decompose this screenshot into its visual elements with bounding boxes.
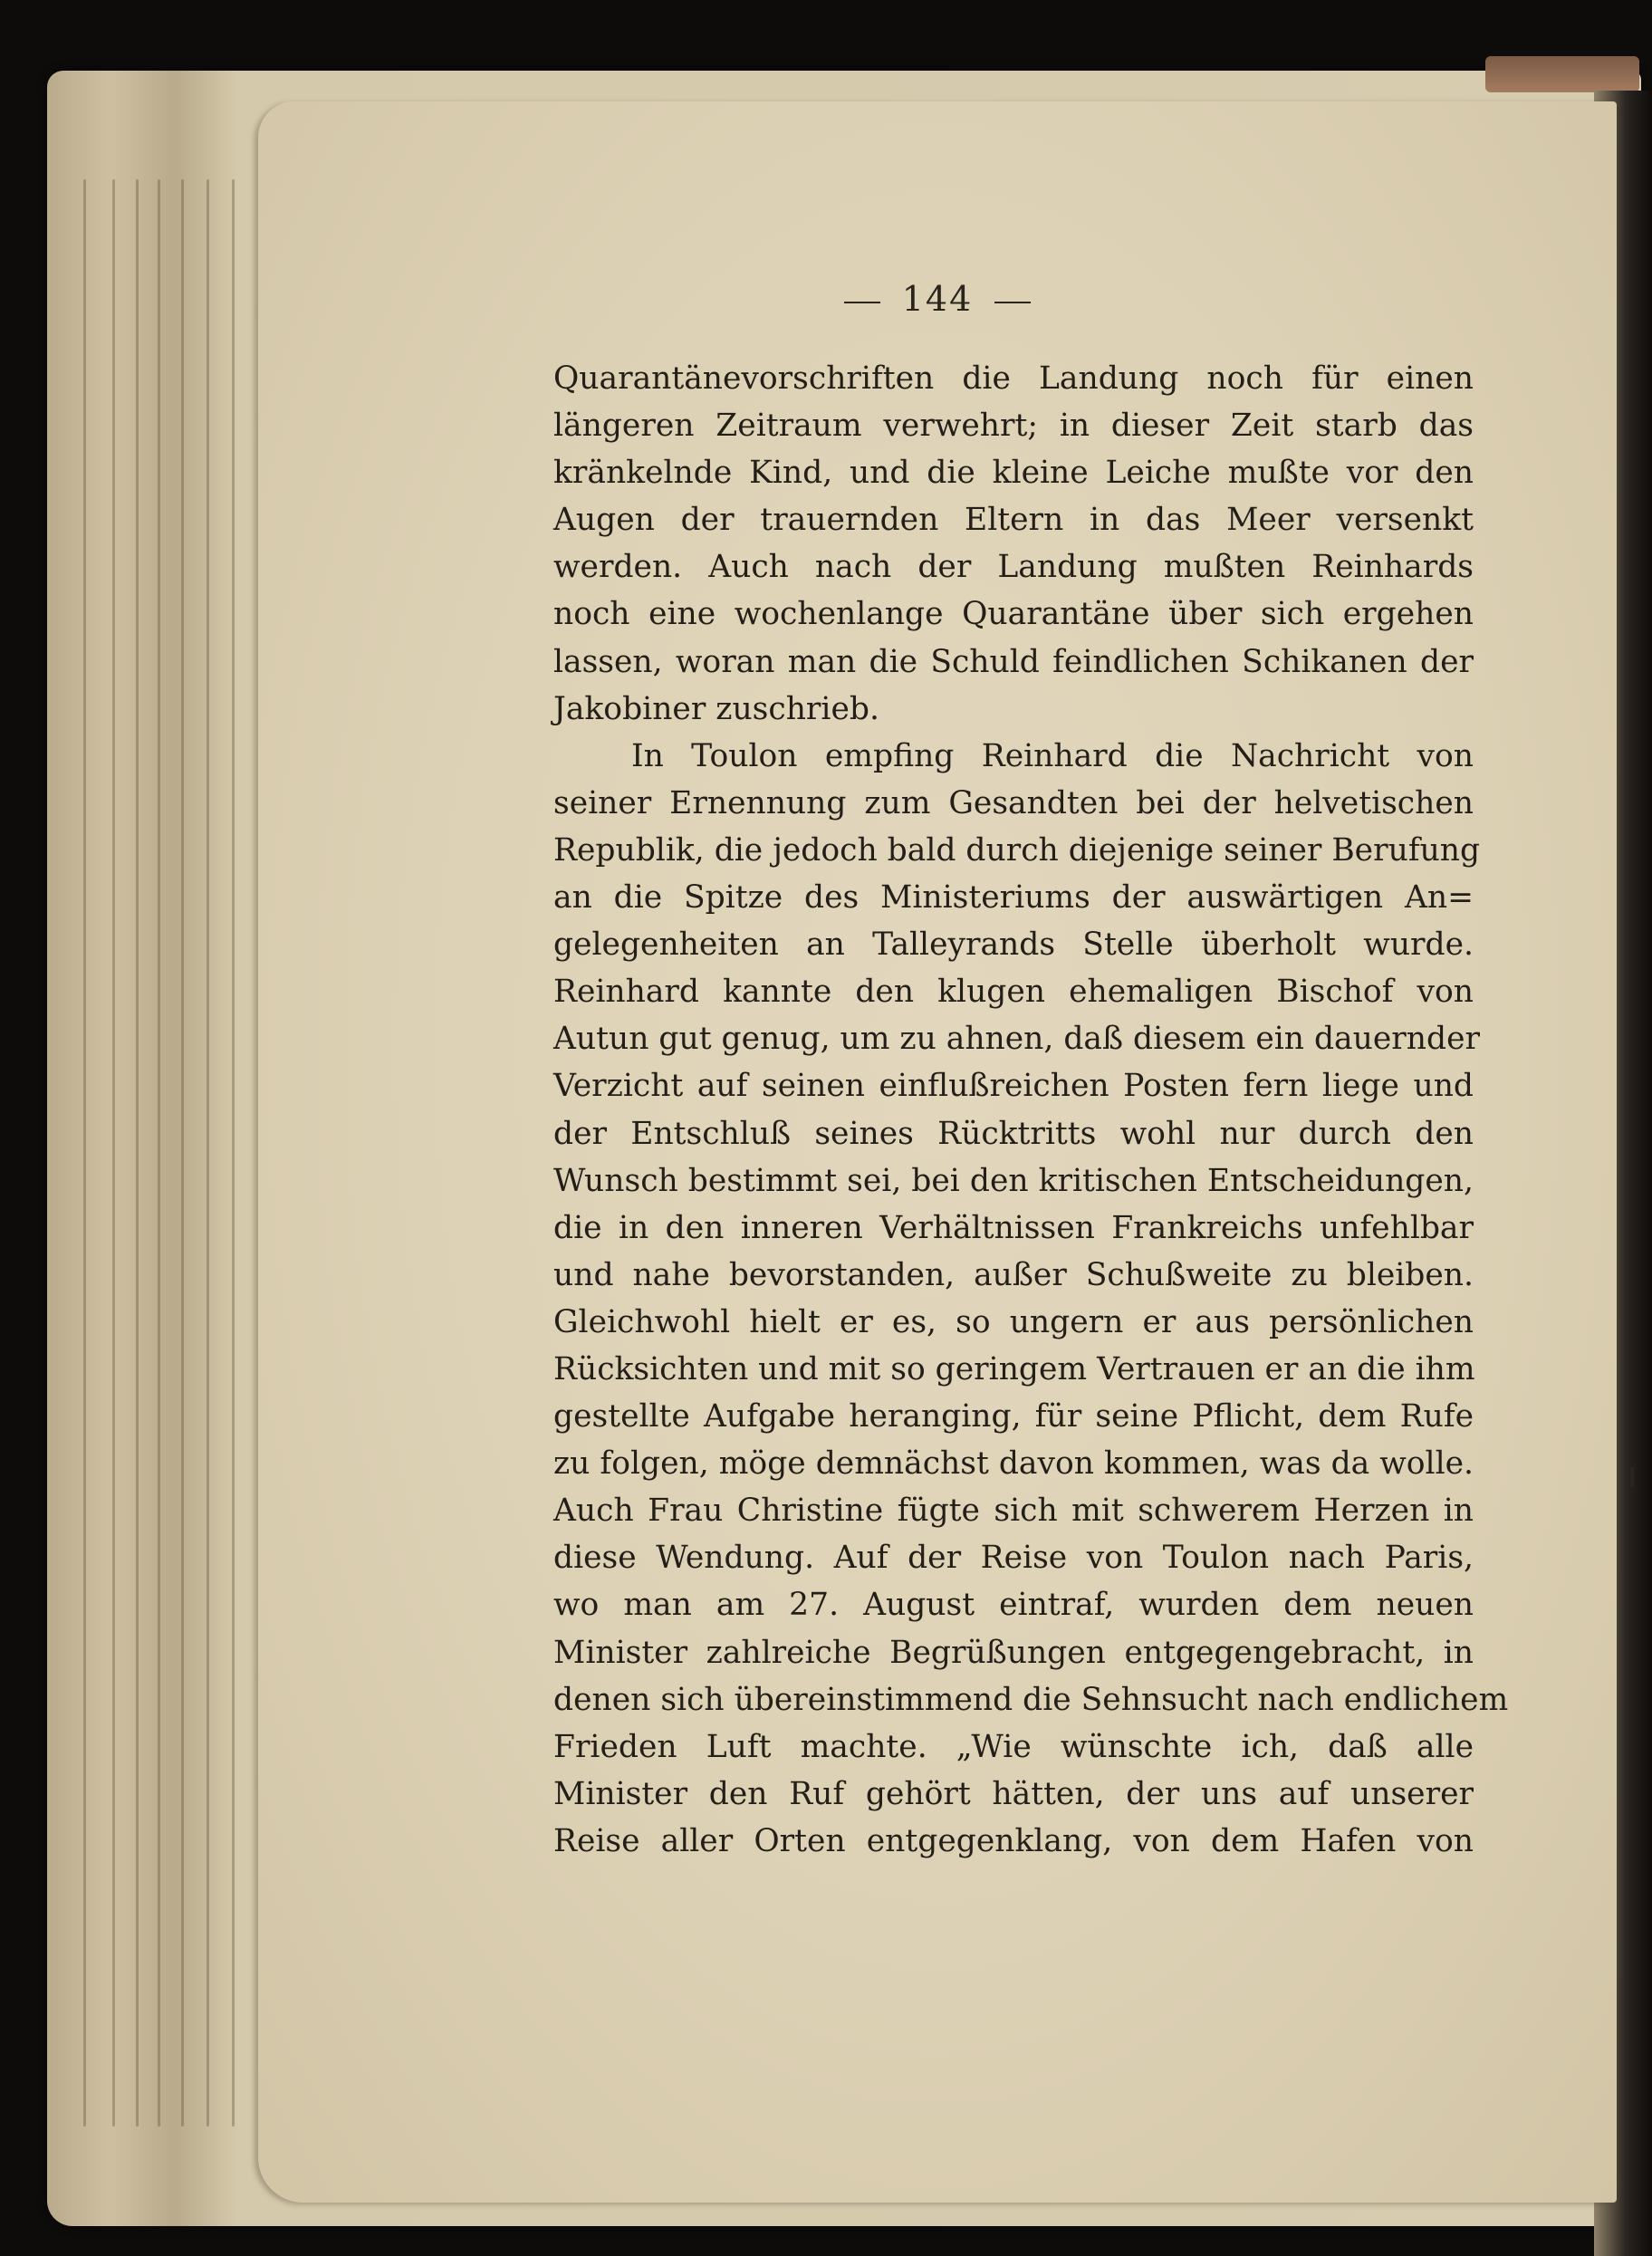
text-line: Auch Frau Christine fügte sich mit schwerem Herzen in bbox=[553, 1493, 1474, 1530]
text-line: Minister den Ruf gehört hätten, der uns auf unserer bbox=[553, 1775, 1474, 1812]
text-line: denen sich übereinstimmend die Sehnsucht nach endlichem bbox=[553, 1681, 1509, 1718]
page-number-value: 144 bbox=[901, 279, 974, 319]
binding-cloth bbox=[1485, 56, 1639, 92]
margin-mark bbox=[1630, 1467, 1634, 1487]
text-line: Verzicht auf seinen einflußreichen Posten fern liege und bbox=[553, 1068, 1474, 1105]
page-number bbox=[258, 279, 1617, 319]
text-line: Reise aller Orten entgegenklang, von dem Hafen von bbox=[553, 1822, 1474, 1859]
book-page bbox=[258, 101, 1617, 2203]
text-line: Frieden Luft machte. „Wie wünschte ich, daß alle bbox=[553, 1728, 1474, 1765]
text-line: Augen der trauernden Eltern in das Meer versenkt bbox=[553, 502, 1474, 539]
page-edge-line bbox=[158, 179, 160, 2126]
text-line: wo man am 27. August eintraf, wurden dem neuen bbox=[553, 1587, 1474, 1624]
text-line: Republik, die jedoch bald durch diejenige seiner Berufung bbox=[553, 831, 1481, 869]
page-number-dash bbox=[844, 302, 880, 303]
text-line: seiner Ernennung zum Gesandten bei der helvetischen bbox=[553, 784, 1474, 821]
text-line: Reinhard kannte den klugen ehemaligen Bischof von bbox=[553, 974, 1474, 1011]
body-text bbox=[553, 355, 1509, 1865]
text-line: Wunsch bestimmt sei, bei den kritischen Entscheidungen, bbox=[553, 1162, 1474, 1199]
page-edge-line bbox=[232, 179, 235, 2126]
page-edge-line bbox=[206, 179, 209, 2126]
page-edge-line bbox=[136, 179, 139, 2126]
text-line: Jakobiner zuschrieb. bbox=[553, 690, 879, 727]
text-line: längeren Zeitraum verwehrt; in dieser Zeit starb das bbox=[553, 408, 1474, 445]
text-line: kränkelnde Kind, und die kleine Leiche mußte vor den bbox=[553, 455, 1474, 492]
text-line: Quarantänevorschriften die Landung noch für einen bbox=[553, 360, 1474, 397]
text-line: lassen, woran man die Schuld feindlichen Schikanen der bbox=[553, 643, 1474, 680]
page-edge-line bbox=[83, 179, 86, 2126]
text-line: gestellte Aufgabe heranging, für seine Pflicht, dem Rufe bbox=[553, 1398, 1474, 1435]
text-line: Minister zahlreiche Begrüßungen entgegengebracht, in bbox=[553, 1634, 1474, 1671]
text-line: noch eine wochenlange Quarantäne über sich ergehen bbox=[553, 596, 1474, 633]
text-line: Autun gut genug, um zu ahnen, daß diesem ein dauernder bbox=[553, 1021, 1480, 1058]
text-line: an die Spitze des Ministeriums der auswärtigen An= bbox=[553, 879, 1474, 917]
text-line: gelegenheiten an Talleyrands Stelle überholt wurde. bbox=[553, 926, 1474, 964]
text-line: Rücksichten und mit so geringem Vertrauen er an die ihm bbox=[553, 1350, 1475, 1387]
text-line: zu folgen, möge demnächst davon kommen, was da wolle. bbox=[553, 1445, 1474, 1483]
page-number-dash bbox=[994, 302, 1031, 303]
text-line: der Entschluß seines Rücktritts wohl nur durch den bbox=[553, 1115, 1474, 1152]
text-line: In Toulon empfing Reinhard die Nachricht von bbox=[631, 737, 1474, 774]
page-edge-line bbox=[181, 179, 184, 2126]
text-line: und nahe bevorstanden, außer Schußweite zu bleiben. bbox=[553, 1256, 1474, 1293]
text-line: die in den inneren Verhältnissen Frankreichs unfehlbar bbox=[553, 1209, 1474, 1246]
text-line: Gleichwohl hielt er es, so ungern er aus persönlichen bbox=[553, 1303, 1474, 1340]
page-edge-line bbox=[112, 179, 115, 2126]
text-line: werden. Auch nach der Landung mußten Reinhards bbox=[553, 549, 1474, 586]
text-line: diese Wendung. Auf der Reise von Toulon nach Paris, bbox=[553, 1540, 1474, 1577]
